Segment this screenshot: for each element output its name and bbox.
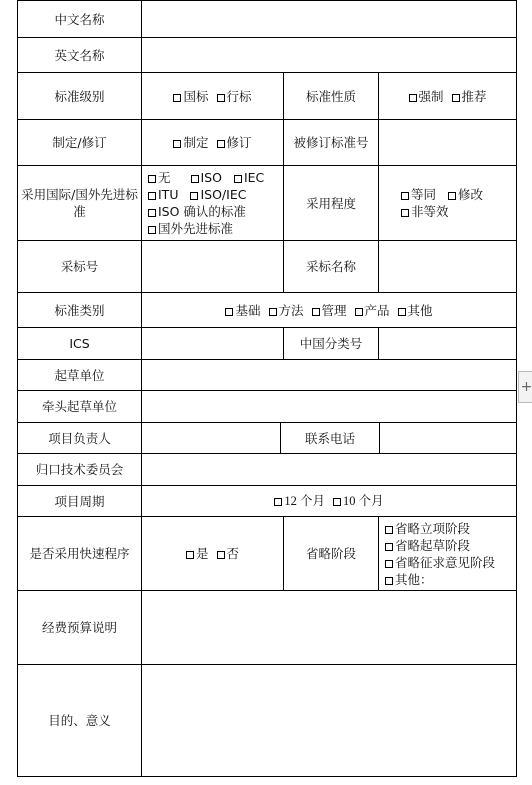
standard-category-options [142,293,517,328]
checkbox-omit-other[interactable]: 其他： [385,571,513,588]
adoption-options-line-2 [148,186,280,203]
chinese-name-field[interactable] [142,1,517,38]
row-tech-committee [18,454,517,486]
english-name-label: 英文名称 [18,38,142,73]
checkbox-formulate[interactable]: 制定 [173,135,208,150]
checkbox-icon [225,308,233,316]
checkbox-icon [274,498,282,506]
row-budget [18,591,517,665]
checkbox-revise[interactable]: 修订 [217,135,252,150]
form-table [17,0,517,777]
checkbox-icon [186,551,194,559]
checkbox-icon [333,498,341,506]
contact-phone-label: 联系电话 [281,423,380,454]
chinese-name-label: 中文名称 [18,1,142,38]
checkbox-non-equivalent[interactable]: 非等效 [401,203,513,220]
checkbox-icon [217,140,225,148]
checkbox-icon [401,209,409,217]
checkbox-icon [173,140,181,148]
standard-category-label: 标准类别 [18,293,142,328]
checkbox-icon [448,192,456,200]
row-adopted-no [18,241,517,293]
adopted-no-label: 采标号 [18,241,142,293]
checkbox-no[interactable]: 否 [217,546,240,561]
checkbox-management[interactable]: 管理 [312,303,347,318]
checkbox-icon [269,308,277,316]
row-formulate-revise [18,120,517,166]
ics-field[interactable] [142,328,284,360]
standard-nature-options [379,73,517,120]
checkbox-mandatory[interactable]: 强制 [409,89,444,104]
standard-level-options [142,73,284,120]
checkbox-icon [385,543,393,551]
checkbox-other[interactable]: 其他 [398,303,433,318]
checkbox-10-months[interactable]: 10 个月 [333,494,384,508]
checkbox-12-months[interactable]: 12 个月 [274,494,325,508]
checkbox-icon [385,577,393,585]
china-classification-field[interactable] [379,328,517,360]
project-cycle-options [142,486,517,517]
project-leader-label: 项目负责人 [18,423,142,454]
checkbox-omit-initiation[interactable]: 省略立项阶段 [385,520,513,537]
row-project-cycle [18,486,517,517]
checkbox-icon [148,226,156,234]
lead-drafting-unit-label: 牵头起草单位 [18,391,142,423]
checkbox-icon [190,192,198,200]
adoption-options-line-1 [148,169,280,186]
checkbox-iso-iec[interactable]: ISO/IEC [190,187,246,202]
contact-phone-field[interactable] [380,423,517,454]
checkbox-yes[interactable]: 是 [186,546,209,561]
fast-track-label: 是否采用快速程序 [18,517,142,591]
purpose-field[interactable] [142,665,517,777]
plus-icon[interactable]: + [518,371,532,403]
checkbox-basic[interactable]: 基础 [225,303,260,318]
checkbox-foreign-advanced[interactable]: 国外先进标准 [148,220,280,237]
adoption-degree-options [379,166,517,241]
checkbox-icon [385,526,393,534]
standard-level-label: 标准级别 [18,73,142,120]
budget-field[interactable] [142,591,517,665]
checkbox-icon [312,308,320,316]
checkbox-identical[interactable]: 等同 [401,187,436,202]
checkbox-icon [355,308,363,316]
checkbox-iec[interactable]: IEC [234,170,264,185]
adopted-no-field[interactable] [142,241,284,293]
adoption-options [142,166,284,241]
row-ics [18,328,517,360]
revised-standard-no-field[interactable] [379,120,517,166]
drafting-unit-field[interactable] [142,360,517,391]
formulate-revise-options [142,120,284,166]
checkbox-national-standard[interactable]: 国标 [173,89,208,104]
checkbox-method[interactable]: 方法 [269,303,304,318]
checkbox-recommended[interactable]: 推荐 [452,89,487,104]
checkbox-none[interactable]: 无 [148,170,171,185]
adopted-name-label: 采标名称 [284,241,379,293]
checkbox-omit-drafting[interactable]: 省略起草阶段 [385,537,513,554]
omit-stage-options [379,517,517,591]
adoption-label: 采用国际/国外先进标准 [18,166,142,241]
checkbox-icon [217,551,225,559]
omit-stage-label: 省略阶段 [284,517,379,591]
checkbox-icon [173,94,181,102]
row-project-leader [18,423,517,454]
checkbox-omit-consultation[interactable]: 省略征求意见阶段 [385,554,513,571]
checkbox-icon [398,308,406,316]
checkbox-itu[interactable]: ITU [148,187,178,202]
row-english-name [18,38,517,73]
checkbox-icon [409,94,417,102]
revised-standard-no-label: 被修订标准号 [284,120,379,166]
adopted-name-field[interactable] [379,241,517,293]
checkbox-icon [148,192,156,200]
row-standard-level [18,73,517,120]
checkbox-iso-confirmed[interactable]: ISO 确认的标准 [148,203,280,220]
adoption-degree-label: 采用程度 [284,166,379,241]
checkbox-icon [234,175,242,183]
checkbox-icon [217,94,225,102]
checkbox-icon [401,192,409,200]
row-chinese-name [18,1,517,38]
drafting-unit-label: 起草单位 [18,360,142,391]
formulate-revise-label: 制定/修订 [18,120,142,166]
budget-label: 经费预算说明 [18,591,142,665]
row-purpose [18,665,517,777]
project-proposal-form [17,0,516,778]
standard-nature-label: 标准性质 [284,73,379,120]
checkbox-industry-standard[interactable]: 行标 [217,89,252,104]
checkbox-iso[interactable]: ISO [191,170,222,185]
checkbox-product[interactable]: 产品 [355,303,390,318]
project-cycle-label: 项目周期 [18,486,142,517]
purpose-label: 目的、意义 [18,665,142,777]
china-classification-label: 中国分类号 [284,328,379,360]
checkbox-icon [452,94,460,102]
english-name-field[interactable] [142,38,517,73]
checkbox-icon [191,175,199,183]
row-adoption [18,166,517,241]
adoption-degree-line-1 [401,186,513,203]
checkbox-modified[interactable]: 修改 [448,187,483,202]
tech-committee-label: 归口技术委员会 [18,454,142,486]
checkbox-icon [385,560,393,568]
row-lead-drafting-unit [18,391,517,423]
checkbox-icon [148,209,156,217]
fast-track-options [142,517,284,591]
project-leader-field[interactable] [142,423,281,454]
tech-committee-field[interactable] [142,454,517,486]
ics-label: ICS [18,328,142,360]
row-standard-category [18,293,517,328]
lead-drafting-unit-field[interactable] [142,391,517,423]
row-drafting-unit [18,360,517,391]
checkbox-icon [148,175,156,183]
row-fast-track [18,517,517,591]
